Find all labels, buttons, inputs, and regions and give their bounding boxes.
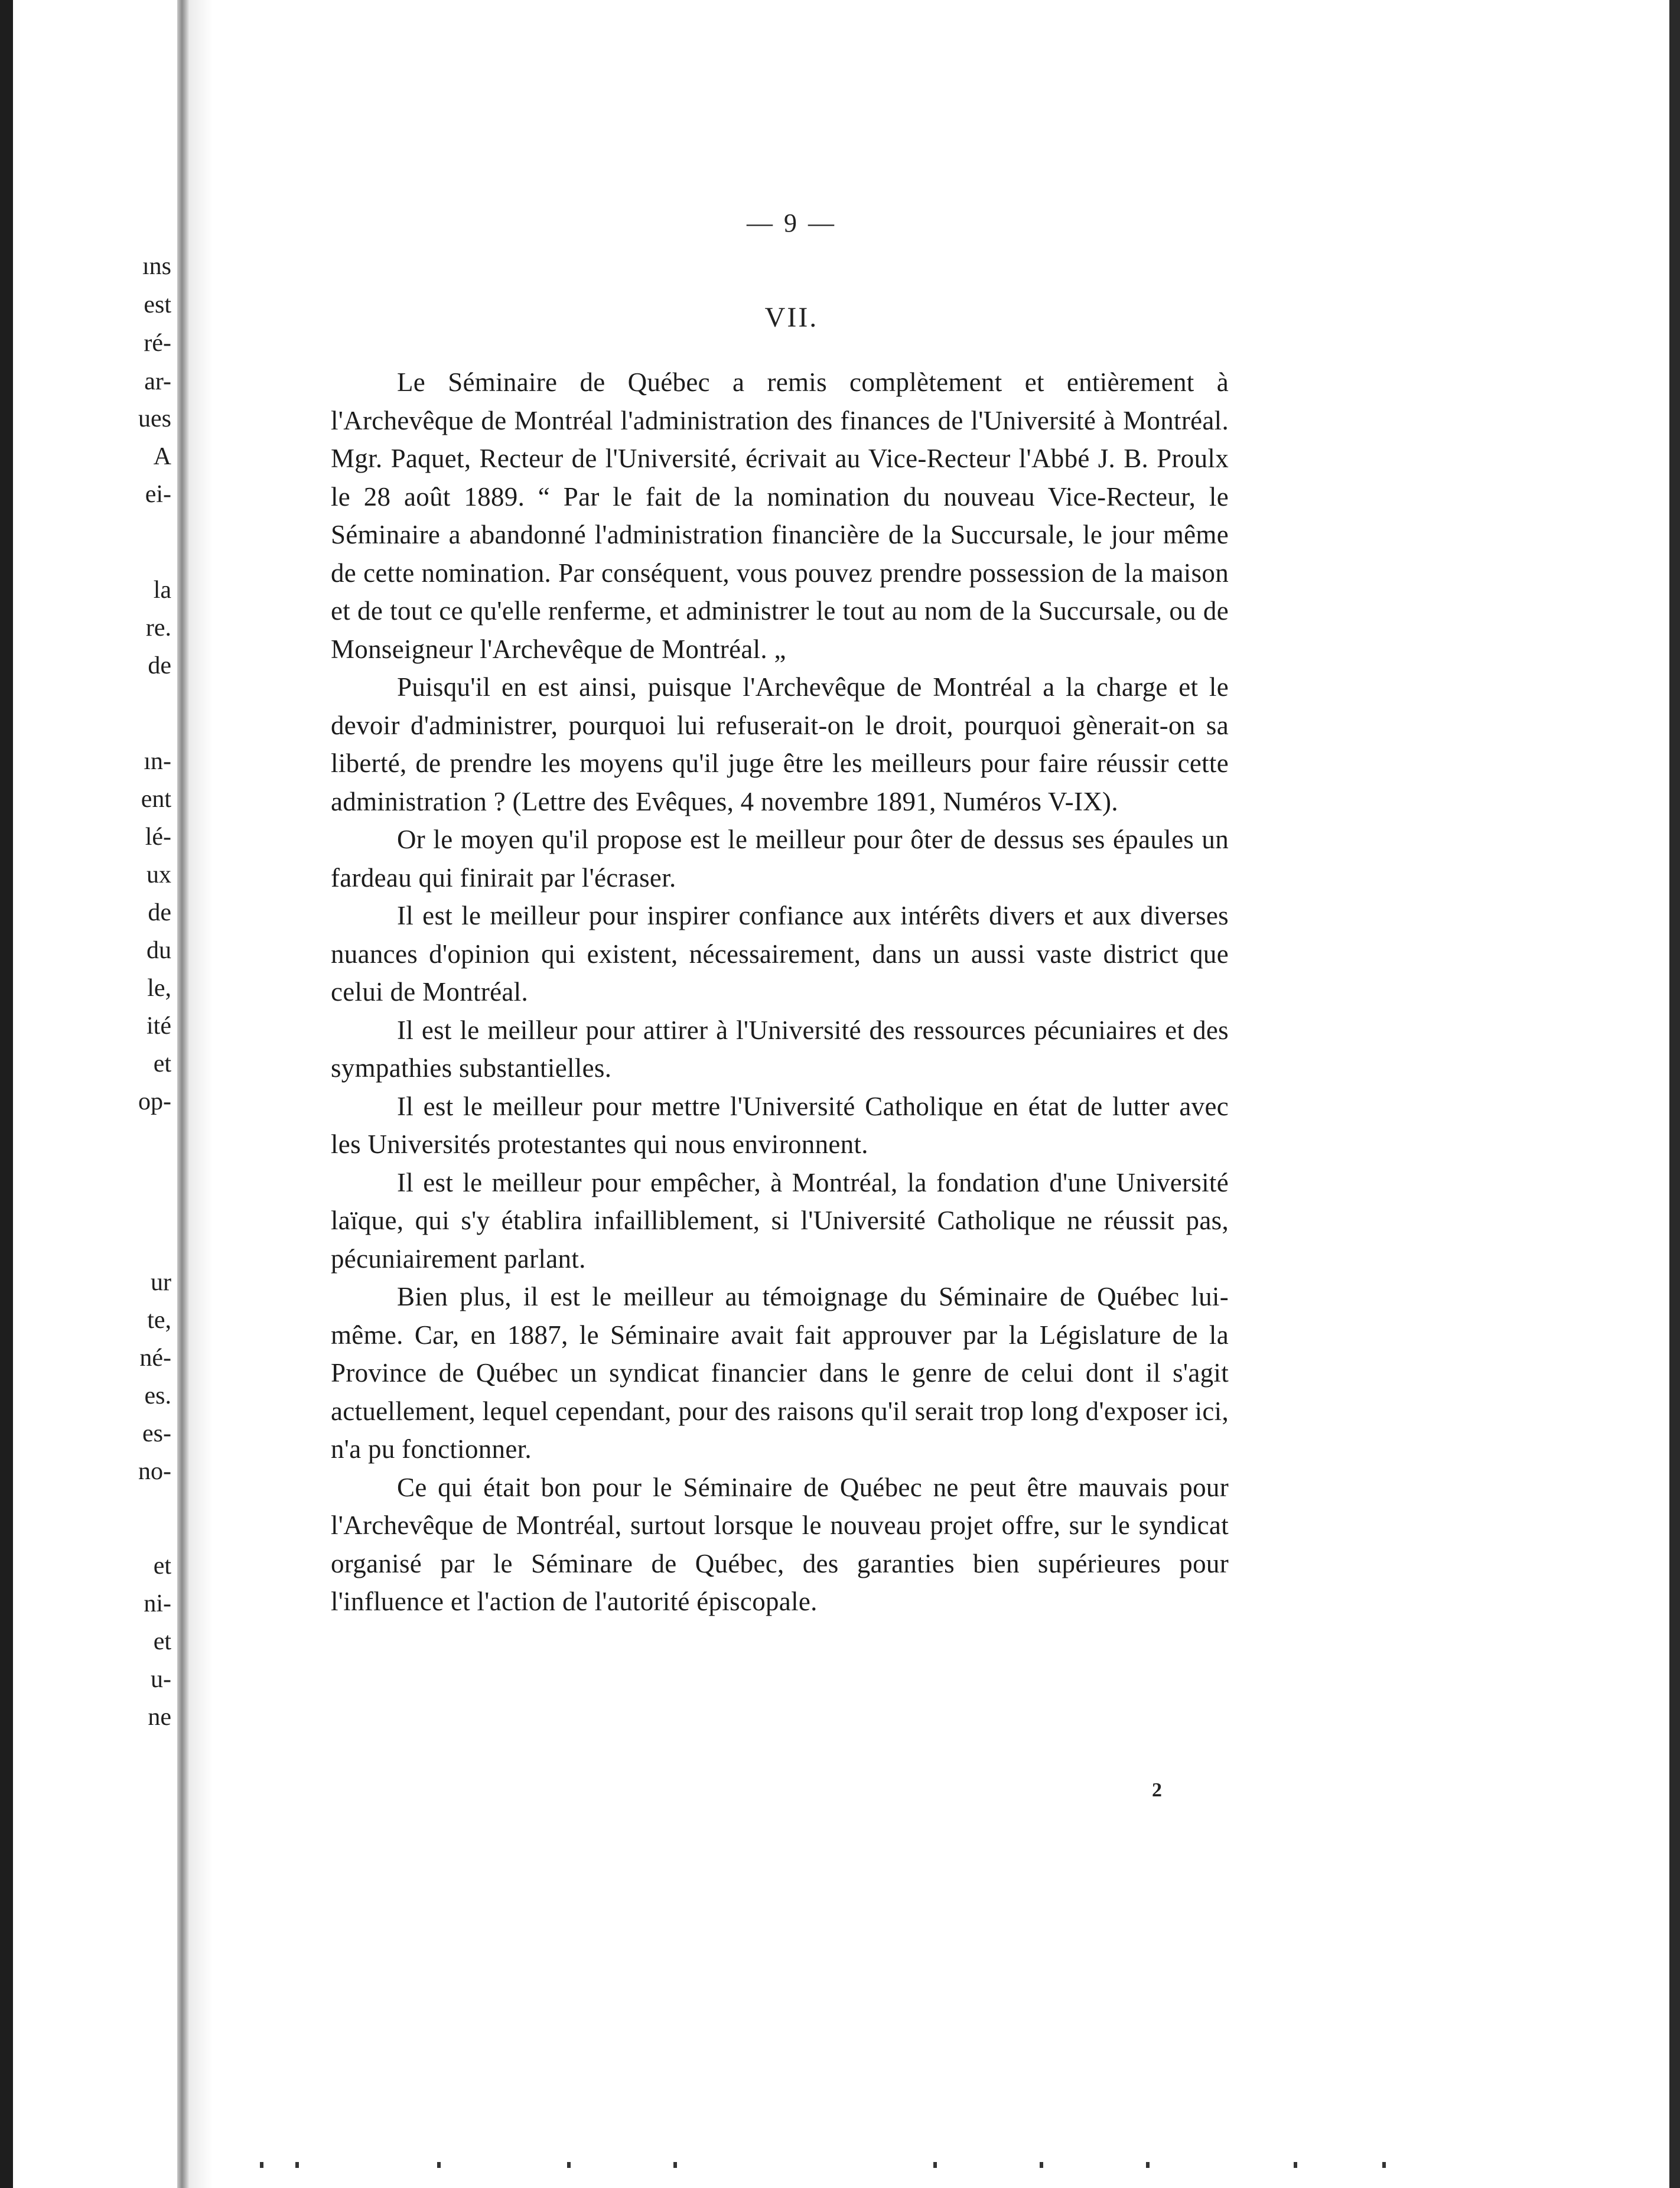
section-heading: VII. — [764, 302, 819, 333]
bleed-fragment: la — [153, 577, 171, 604]
paragraph: Il est le meilleur pour empêcher, à Montréal, la fondation d'une Université laïque, qui s'y établira infailliblement, si l'Université Catholique ne réussit pas, pécuniairement parlant. — [331, 1167, 1229, 1274]
signature-mark: 2 — [1152, 1779, 1162, 1801]
paragraph: Il est le meilleur pour mettre l'Université Catholique en état de lutter avec les Universités protestantes qui nous environnent. — [331, 1091, 1229, 1159]
bleed-fragment: ur — [151, 1269, 171, 1296]
scan-mark — [437, 2162, 441, 2168]
scan-bottom-marks — [260, 2157, 1441, 2175]
bleed-fragment: ux — [146, 861, 171, 888]
bleed-fragment: A — [153, 443, 171, 470]
binding-shadow — [189, 0, 213, 2188]
scan-mark — [260, 2162, 263, 2168]
bleed-fragment: ent — [141, 786, 171, 813]
paragraph: Ce qui était bon pour le Séminaire de Québec ne peut être mauvais pour l'Archevêque de Montréal, surtout lorsque le nouveau projet offre, sur le syndicat organisé par le Séminare de Québec, des garanties bien supérieures pour l'influence et l'action de l'autorité épiscopale. — [331, 1472, 1229, 1616]
bleed-fragment: né- — [139, 1344, 171, 1372]
scan-left-edge — [0, 0, 13, 2188]
scan-mark — [295, 2162, 299, 2168]
bleed-fragment: es. — [144, 1382, 171, 1409]
bleed-fragment: ne — [148, 1704, 171, 1731]
binding-gutter — [177, 0, 189, 2188]
scan-mark — [673, 2162, 677, 2168]
bleed-fragment: ıns — [142, 253, 171, 280]
bleed-fragment: no- — [138, 1458, 171, 1485]
bleed-fragment: u- — [151, 1666, 171, 1693]
bleed-fragment: de — [148, 899, 171, 926]
bleed-fragment: ar- — [144, 368, 171, 395]
bleed-fragment: re. — [145, 614, 171, 642]
bleed-fragment: ré- — [144, 330, 171, 357]
bleed-fragment: ei- — [145, 481, 171, 508]
bleed-fragment: est — [144, 291, 171, 318]
bleed-fragment: du — [146, 937, 171, 964]
paragraph: Il est le meilleur pour attirer à l'Université des ressources pécuniaires et des sympathies substantielles. — [331, 1015, 1229, 1083]
bleed-fragment: te, — [147, 1307, 171, 1334]
scan-mark — [1382, 2162, 1386, 2168]
bleed-fragment: ité — [146, 1012, 171, 1040]
bleed-fragment: op- — [138, 1088, 171, 1115]
bleed-fragment: le, — [147, 975, 171, 1002]
bleed-fragment: et — [153, 1050, 171, 1077]
bleed-fragment: es- — [142, 1420, 171, 1447]
page-number: — 9 — — [747, 209, 836, 237]
scan-mark — [1040, 2162, 1043, 2168]
bleed-fragment: et — [153, 1628, 171, 1655]
scan-mark — [567, 2162, 571, 2168]
paragraph: Le Séminaire de Québec a remis complètement et entièrement à l'Archevêque de Montréal l'administration des finances de l'Université à Montréal. Mgr. Paquet, Recteur de l'Université, écrivait au Vice-Recteur l'Abbé J. B. Proulx le 28 août 1889. “ Par le fait de la nomination du nouveau Vice-Recteur, le Séminaire a abandonné l'administration financière de la Succursale, le jour même de cette nomination. Par conséquent, vous pouvez prendre possession de la maison et de tout ce qu'elle renferme, et administrer le tout au nom de la Succursale, ou de Monseigneur l'Archevêque de Montréal. „ — [331, 367, 1229, 664]
bleed-fragment: ues — [138, 405, 171, 432]
scan-right-edge — [1669, 0, 1680, 2188]
paragraph: Il est le meilleur pour inspirer confiance aux intérêts divers et aux diverses nuances d'opinion qui existent, nécessairement, dans un aussi vaste district que celui de Montréal. — [331, 901, 1229, 1007]
scan-mark — [1146, 2162, 1150, 2168]
scan-mark — [933, 2162, 937, 2168]
bleed-fragment: lé- — [145, 823, 171, 851]
paragraph: Or le moyen qu'il propose est le meilleur pour ôter de dessus ses épaules un fardeau qui finirait par l'écraser. — [331, 825, 1229, 893]
bleed-fragment: ni- — [144, 1590, 171, 1617]
bleed-fragment: ın- — [144, 748, 171, 775]
bleed-fragment: de — [148, 652, 171, 679]
scan-mark — [1294, 2162, 1297, 2168]
bleed-fragment: et — [153, 1552, 171, 1580]
paragraph: Puisqu'il en est ainsi, puisque l'Archevêque de Montréal a la charge et le devoir d'administrer, pourquoi lui refuserait-on le droit, pourquoi gènerait-on sa liberté, de prendre les moyens qu'il juge être les meilleurs pour faire réussir cette administration ? (Lettre des Evêques, 4 novembre 1891, Numéros V-IX). — [331, 672, 1229, 816]
paragraph: Bien plus, il est le meilleur au témoignage du Séminaire de Québec lui-même. Car, en 1887, le Séminaire avait fait approuver par la Législature de la Province de Québec un syndicat financier dans le genre de celui dont il s'agit actuellement, lequel cependant, pour des raisons qu'il serait trop long d'exposer ici, n'a pu fonctionner. — [331, 1282, 1229, 1464]
body-text — [331, 363, 1229, 1621]
